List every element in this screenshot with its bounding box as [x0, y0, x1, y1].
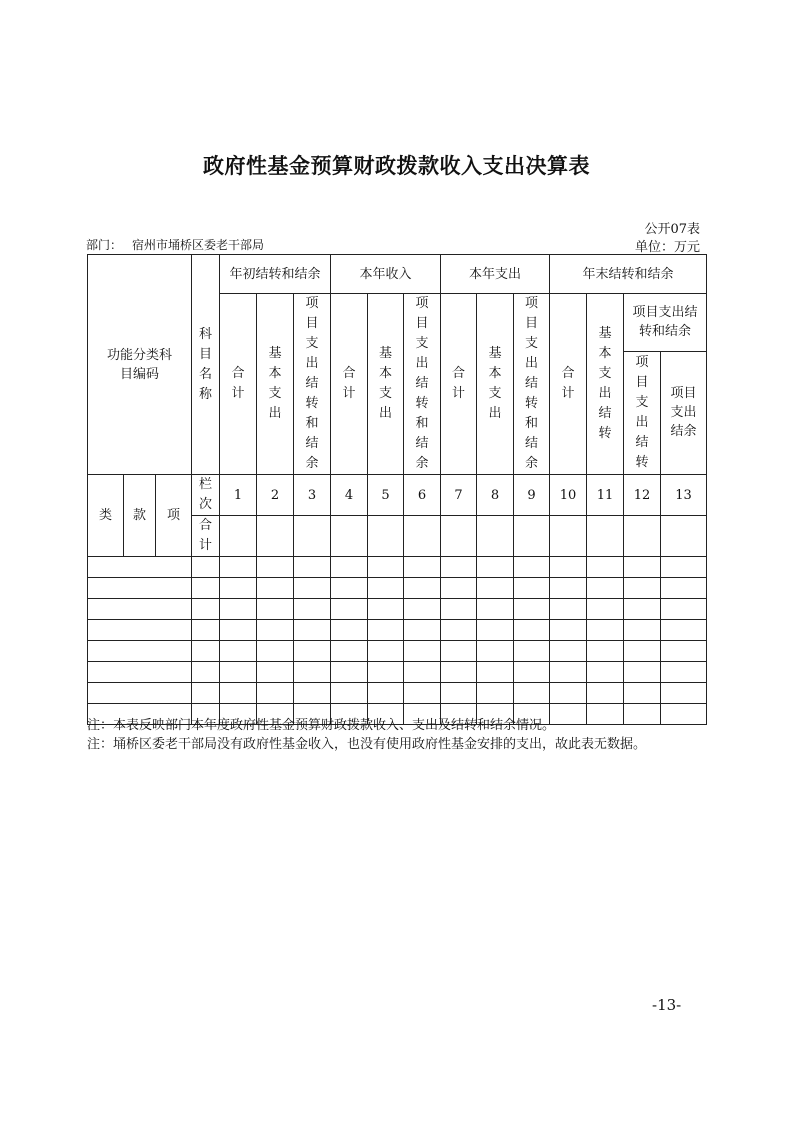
expenditure-basic-header: 基本支出: [477, 294, 514, 475]
table-cell: [257, 620, 294, 641]
table-row: [88, 578, 707, 599]
table-cell: [257, 516, 294, 557]
table-cell: [661, 683, 707, 704]
table-cell: [550, 683, 587, 704]
income-basic-header: 基本支出: [368, 294, 404, 475]
table-cell: [477, 662, 514, 683]
table-cell: [477, 578, 514, 599]
grand-total-label: 合计: [192, 516, 220, 557]
table-cell: [587, 662, 624, 683]
column-number: 9: [514, 475, 550, 516]
table-cell: [257, 578, 294, 599]
department-name: 宿州市埇桥区委老干部局: [132, 238, 265, 252]
table-cell: [368, 557, 404, 578]
table-cell: [441, 641, 477, 662]
end-total-header: 合计: [550, 294, 587, 475]
table-cell: [514, 557, 550, 578]
table-cell: [441, 662, 477, 683]
table-cell: [368, 578, 404, 599]
end-basic-carryover-header: 基本支出结转: [587, 294, 624, 475]
table-cell: [368, 620, 404, 641]
table-cell: [404, 516, 441, 557]
fund-table: [87, 254, 707, 725]
table-cell: [331, 641, 368, 662]
column-number: 3: [294, 475, 331, 516]
table-cell: [624, 516, 661, 557]
table-row: [88, 662, 707, 683]
column-number: 6: [404, 475, 441, 516]
column-number: 2: [257, 475, 294, 516]
table-cell: [514, 683, 550, 704]
table-cell: [441, 557, 477, 578]
table-cell: [257, 641, 294, 662]
income-total-header: 合计: [331, 294, 368, 475]
table-cell: [220, 683, 257, 704]
table-cell: [257, 599, 294, 620]
table-cell: [257, 662, 294, 683]
begin-project-header: 项目支出结转和结余: [294, 294, 331, 475]
table-cell: [294, 641, 331, 662]
table-cell: [514, 620, 550, 641]
table-cell: [624, 578, 661, 599]
table-cell: [661, 578, 707, 599]
begin-total-header: 合计: [220, 294, 257, 475]
column-number: 13: [661, 475, 707, 516]
table-cell: [587, 620, 624, 641]
column-number: 1: [220, 475, 257, 516]
table-cell: [587, 599, 624, 620]
column-number: 10: [550, 475, 587, 516]
note-2: 注：埇桥区委老干部局没有政府性基金收入，也没有使用政府性基金安排的支出，故此表无数据。: [87, 737, 647, 752]
expenditure-total-header: 合计: [441, 294, 477, 475]
table-cell: [257, 557, 294, 578]
table-cell: [331, 620, 368, 641]
column-number: 8: [477, 475, 514, 516]
expenditure-project-header: 项目支出结转和结余: [514, 294, 550, 475]
table-cell: [331, 516, 368, 557]
table-cell: [514, 578, 550, 599]
table-cell: [624, 662, 661, 683]
table-cell: [368, 599, 404, 620]
table-cell: [220, 641, 257, 662]
table-cell: [550, 641, 587, 662]
table-cell: [514, 599, 550, 620]
table-cell: [550, 662, 587, 683]
income-header: 本年收入: [331, 255, 441, 294]
table-cell: [587, 683, 624, 704]
table-cell: [368, 641, 404, 662]
end-project-surplus-header: 项目支出结余: [661, 351, 707, 474]
table-cell: [294, 620, 331, 641]
table-cell: [587, 578, 624, 599]
header-row-1: [88, 255, 707, 294]
table-row: [88, 641, 707, 662]
table-cell: [220, 578, 257, 599]
table-cell: [404, 683, 441, 704]
table-cell: [514, 516, 550, 557]
column-number: 12: [624, 475, 661, 516]
table-row: [88, 599, 707, 620]
table-cell: [192, 578, 220, 599]
table-cell: [477, 641, 514, 662]
table-cell: [477, 599, 514, 620]
table-cell: [220, 599, 257, 620]
table-cell: [368, 516, 404, 557]
table-cell: [661, 557, 707, 578]
table-cell: [404, 641, 441, 662]
table-cell: [192, 620, 220, 641]
income-project-header: 项目支出结转和结余: [404, 294, 441, 475]
table-cell: [441, 599, 477, 620]
table-cell: [404, 578, 441, 599]
table-cell: [88, 620, 192, 641]
table-cell: [88, 662, 192, 683]
table-cell: [550, 578, 587, 599]
note-1: 注：本表反映部门本年度政府性基金预算财政拨款收入、支出及结转和结余情况。: [87, 718, 556, 733]
table-cell: [404, 620, 441, 641]
begin-basic-header: 基本支出: [257, 294, 294, 475]
table-cell: [88, 578, 192, 599]
table-cell: [441, 620, 477, 641]
table-cell: [661, 641, 707, 662]
table-cell: [477, 683, 514, 704]
item-header: 项: [156, 475, 192, 557]
table-cell: [661, 599, 707, 620]
notes: [87, 716, 727, 754]
table-cell: [294, 557, 331, 578]
table-cell: [514, 662, 550, 683]
table-cell: [477, 516, 514, 557]
table-cell: [441, 578, 477, 599]
table-cell: [220, 516, 257, 557]
table-cell: [661, 662, 707, 683]
table-row: [88, 620, 707, 641]
table-cell: [368, 662, 404, 683]
table-cell: [661, 620, 707, 641]
category-header: 类: [88, 475, 124, 557]
column-number: 4: [331, 475, 368, 516]
table-cell: [294, 599, 331, 620]
page-title: 政府性基金预算财政拨款收入支出决算表: [203, 154, 590, 178]
table-cell: [220, 557, 257, 578]
table-cell: [441, 516, 477, 557]
department-line: [86, 236, 700, 253]
table-cell: [404, 662, 441, 683]
table-cell: [624, 599, 661, 620]
table-cell: [192, 557, 220, 578]
table-cell: [331, 578, 368, 599]
table-cell: [550, 516, 587, 557]
table-cell: [514, 641, 550, 662]
subject-name-header: 科目名称: [192, 255, 220, 475]
table-cell: [404, 557, 441, 578]
table-cell: [220, 620, 257, 641]
table-cell: [587, 516, 624, 557]
begin-balance-header: 年初结转和结余: [220, 255, 331, 294]
table-cell: [88, 641, 192, 662]
table-cell: [294, 516, 331, 557]
table-cell: [624, 620, 661, 641]
end-project-balance-header: 项目支出结转和结余: [624, 294, 707, 352]
table-cell: [404, 599, 441, 620]
table-cell: [192, 641, 220, 662]
table-cell: [587, 557, 624, 578]
table-cell: [624, 557, 661, 578]
table-cell: [257, 683, 294, 704]
table-cell: [331, 683, 368, 704]
table-cell: [331, 599, 368, 620]
column-number: 11: [587, 475, 624, 516]
table-cell: [550, 599, 587, 620]
table-row: [88, 557, 707, 578]
table-cell: [88, 557, 192, 578]
table-cell: [294, 683, 331, 704]
unit-label: 单位：万元: [634, 240, 700, 255]
department-label: 部门：: [86, 238, 123, 252]
table-cell: [88, 599, 192, 620]
table-cell: [192, 683, 220, 704]
table-cell: [477, 620, 514, 641]
end-project-carryover-header: 项目支出结转: [624, 351, 661, 474]
table-cell: [587, 641, 624, 662]
table-cell: [550, 557, 587, 578]
table-cell: [331, 662, 368, 683]
table-cell: [192, 599, 220, 620]
function-code-header: 功能分类科目编码: [88, 255, 192, 475]
page-number: -13-: [652, 996, 682, 1014]
table-cell: [192, 662, 220, 683]
end-balance-header: 年末结转和结余: [550, 255, 707, 294]
table-cell: [294, 578, 331, 599]
table-cell: [294, 662, 331, 683]
expenditure-header: 本年支出: [441, 255, 550, 294]
table-cell: [661, 516, 707, 557]
section-header: 款: [124, 475, 156, 557]
table-cell: [331, 557, 368, 578]
table-row: [88, 683, 707, 704]
table-cell: [624, 641, 661, 662]
column-number: 5: [368, 475, 404, 516]
column-number: 7: [441, 475, 477, 516]
column-index-row: [88, 475, 707, 516]
table-cell: [368, 683, 404, 704]
table-cell: [220, 662, 257, 683]
table-cell: [441, 683, 477, 704]
column-index-label: 栏次: [192, 475, 220, 516]
form-code: 公开07表: [644, 222, 700, 237]
table-cell: [88, 683, 192, 704]
empty-rows: [88, 557, 707, 725]
table-cell: [477, 557, 514, 578]
table-cell: [624, 683, 661, 704]
table-cell: [550, 620, 587, 641]
